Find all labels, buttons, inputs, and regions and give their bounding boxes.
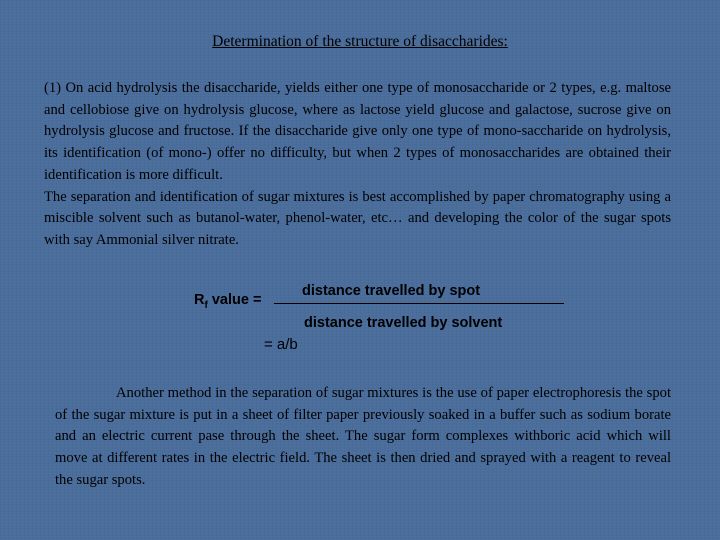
formula-numerator: distance travelled by spot <box>302 283 481 299</box>
rf-formula <box>194 282 574 338</box>
slide-title: Determination of the structure of disaccharides: <box>212 33 508 50</box>
formula-result: = a/b <box>264 336 298 353</box>
rf-label-rest: value = <box>207 292 262 308</box>
hydrolysis-paragraph: (1) On acid hydrolysis the disaccharide, yields either one type of monosaccharide or 2 types, e.g. maltose and cellobiose give on hydrolysis glucose, where as lactose yield glucose and galactose, sucrose give on hydrolysis glucose and fructose. If the disaccharide give only one type of mono-saccharide on hydrolysis, its identification (of mono-) offer no difficulty, but when 2 types of monosaccharides are obtained their identification is more difficult. <box>44 80 671 183</box>
rf-label <box>194 292 261 311</box>
rf-label-main: R <box>194 292 205 308</box>
rf-label-subscript: f <box>204 299 208 311</box>
body-text-block <box>44 78 671 252</box>
electrophoresis-paragraph: Another method in the separation of sugar mixtures is the use of paper electrophoresis the spot of the sugar mixture is put in a sheet of filter paper previously soaked in a buffer such as sodium borate and an electric current pase through the sheet. The sugar form complexes withboric acid which will move at different rates in the electric field. The sheet is then dried and sprayed with a reagent to reveal the sugar spots. <box>55 385 671 488</box>
chromatography-paragraph: The separation and identification of sugar mixtures is best accomplished by paper chromatography using a miscible solvent such as butanol-water, phenol-water, etc… and developing the color of the sugar spots with say Ammonial silver nitrate. <box>44 188 671 248</box>
fraction-bar <box>274 303 564 304</box>
formula-denominator: distance travelled by solvent <box>304 315 503 331</box>
